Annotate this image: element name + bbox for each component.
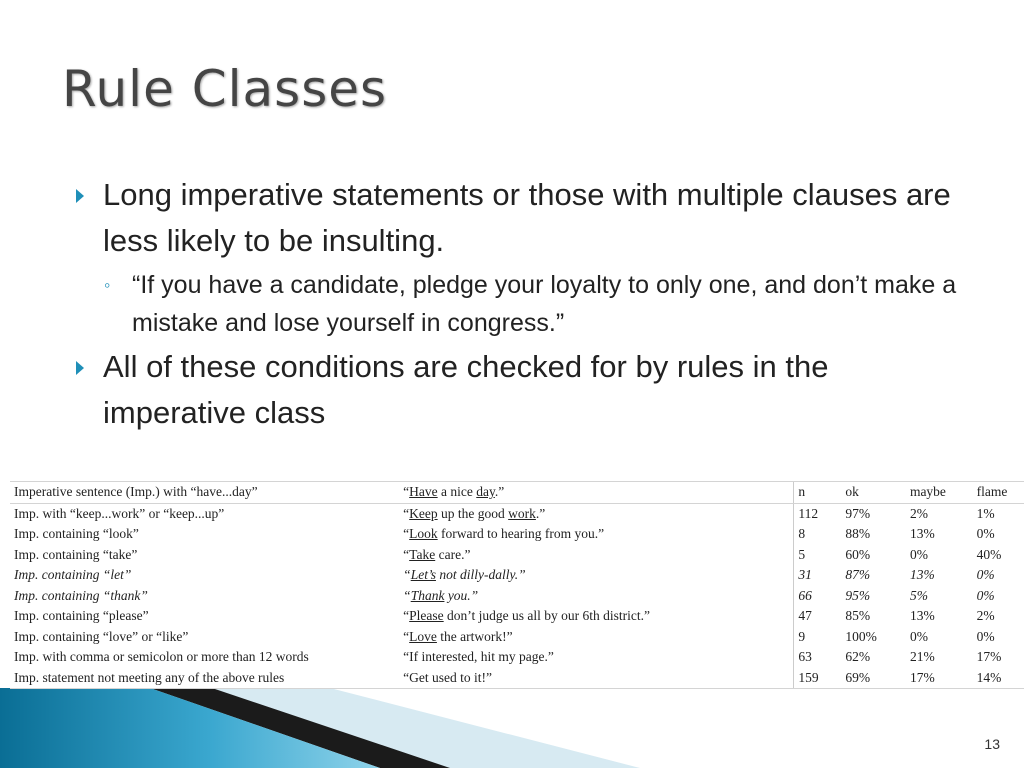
maybe-cell: 5%: [909, 587, 928, 603]
n-cell: 112: [794, 503, 841, 524]
rule-cell: Imp. with comma or semicolon or more than 12 words: [14, 649, 309, 665]
bullet-item: [74, 172, 974, 264]
maybe-cell: 0%: [909, 546, 928, 562]
flame-cell: 40%: [976, 546, 1002, 562]
table-row: [10, 524, 1024, 545]
maybe-cell: 13%: [909, 608, 935, 624]
maybe-cell: 17%: [906, 668, 973, 689]
rule-cell: Imp. containing “love” or “like”: [14, 628, 189, 644]
rule-cell: Imperative sentence (Imp.) with “have...day”: [10, 482, 399, 504]
ok-cell: 100%: [845, 628, 877, 644]
table-row: [10, 565, 1024, 586]
n-cell: 66: [794, 586, 841, 607]
maybe-cell: 0%: [909, 628, 928, 644]
rule-cell: Imp. containing “please”: [14, 608, 149, 624]
rule-cell: Imp. containing “take”: [14, 546, 138, 562]
n-cell: 5: [794, 545, 841, 566]
example-cell: “Thank you.”: [403, 587, 479, 603]
flame-cell: 0%: [976, 628, 995, 644]
table-row: [10, 627, 1024, 648]
example-cell: “Let’s not dilly-dally.”: [403, 567, 526, 583]
table-row: [10, 647, 1024, 668]
rule-cell: Imp. containing “thank”: [14, 587, 148, 603]
maybe-cell: 13%: [909, 567, 935, 583]
flame-cell: 1%: [976, 505, 995, 521]
table-row: [10, 606, 1024, 627]
sub-bullet-item: [74, 266, 974, 342]
flame-cell: 14%: [973, 668, 1024, 689]
bullet-list: [74, 172, 974, 438]
flame-cell: 0%: [976, 587, 995, 603]
rule-cell: Imp. containing “look”: [14, 526, 139, 542]
bullet-text: All of these conditions are checked for by rules in the imperative class: [103, 349, 829, 430]
flame-cell: 2%: [976, 608, 995, 624]
sub-bullet-text: “If you have a candidate, pledge your loyalty to only one, and don’t make a mistake and lose yourself in congress.”: [132, 271, 957, 337]
rule-cell: Imp. containing “let”: [14, 567, 132, 583]
maybe-cell: 2%: [909, 505, 928, 521]
header-ok: ok: [841, 482, 906, 504]
rule-cell: Imp. statement not meeting any of the above rules: [10, 668, 399, 689]
flame-cell: 0%: [976, 567, 995, 583]
ok-cell: 87%: [845, 567, 871, 583]
table-row: [10, 503, 1024, 524]
table-row: [10, 586, 1024, 607]
rules-table: [10, 481, 1024, 689]
n-cell: 9: [794, 627, 841, 648]
n-cell: 31: [794, 565, 841, 586]
example-cell: “Love the artwork!”: [403, 628, 513, 644]
ok-cell: 62%: [845, 649, 871, 665]
ok-cell: 88%: [845, 526, 871, 542]
maybe-cell: 21%: [909, 649, 935, 665]
example-cell: “Look forward to hearing from you.”: [403, 526, 605, 542]
ok-cell: 69%: [841, 668, 906, 689]
triangle-right-icon: [76, 361, 84, 375]
example-cell: “Please don’t judge us all by our 6th district.”: [403, 608, 651, 624]
n-cell: 8: [794, 524, 841, 545]
table-row: [10, 482, 1024, 504]
example-cell: “If interested, hit my page.”: [403, 649, 554, 665]
slide-number: 13: [984, 736, 1000, 752]
triangle-right-icon: [76, 189, 84, 203]
table-row: [10, 668, 1024, 689]
header-flame: flame: [973, 482, 1024, 504]
flame-cell: 0%: [976, 526, 995, 542]
example-cell: “Keep up the good work.”: [403, 505, 546, 521]
example-cell: “Have a nice day.”: [399, 482, 794, 504]
example-cell: “Get used to it!”: [399, 668, 794, 689]
header-maybe: maybe: [906, 482, 973, 504]
rule-cell: Imp. with “keep...work” or “keep...up”: [14, 505, 225, 521]
ok-cell: 60%: [845, 546, 871, 562]
header-n: n: [794, 482, 841, 504]
page-title: Rule Classes: [62, 60, 388, 118]
ok-cell: 95%: [845, 587, 871, 603]
bullet-item: [74, 344, 974, 436]
ok-cell: 85%: [845, 608, 871, 624]
n-cell: 47: [794, 606, 841, 627]
table-row: [10, 545, 1024, 566]
n-cell: 159: [794, 668, 841, 689]
maybe-cell: 13%: [909, 526, 935, 542]
n-cell: 63: [794, 647, 841, 668]
flame-cell: 17%: [976, 649, 1002, 665]
example-cell: “Take care.”: [403, 546, 471, 562]
ok-cell: 97%: [845, 505, 871, 521]
bullet-text: Long imperative statements or those with multiple clauses are less likely to be insulting.: [103, 177, 951, 258]
circle-bullet-icon: ◦: [104, 275, 111, 295]
